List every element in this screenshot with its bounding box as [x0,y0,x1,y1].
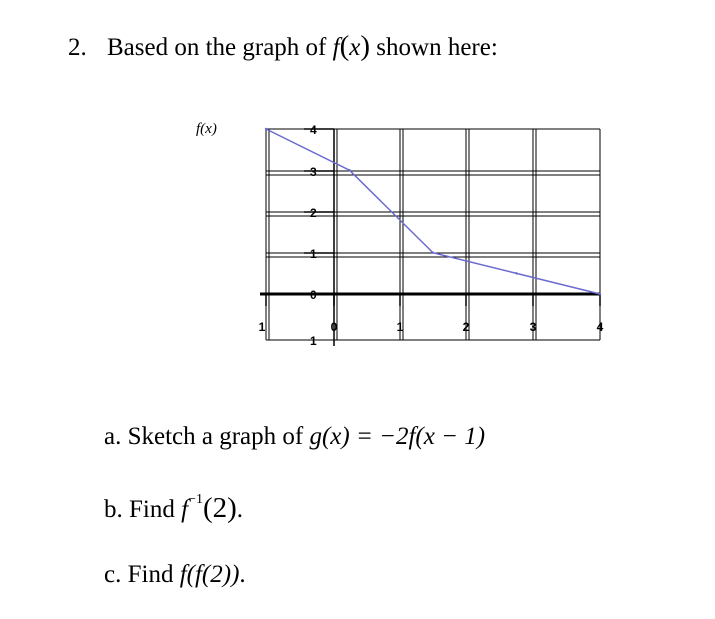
y-axis-label: f(x) [196,121,217,137]
question-func: f [332,34,340,61]
x-tick-label: 1 [258,320,266,334]
part-c-label: c. Find [104,561,174,588]
part-c [104,561,246,589]
part-b-arg: (2) [202,492,237,524]
data-point [265,128,267,130]
question-number: 2. [68,34,87,61]
data-point [515,272,517,274]
x-tick-label: 1 [396,320,404,334]
data-point [348,169,350,171]
y-tick-label: 4 [310,123,317,137]
x-tick-label: 3 [529,320,537,334]
part-b-inverse: −1 [188,492,203,507]
x-tick-label: 0 [330,320,338,334]
question-title: 2. Based on the graph of f(x) shown here: [68,30,498,62]
part-a-expr: g(x) = −2f(x − 1) [309,423,486,450]
part-c-end: . [239,561,246,588]
y-tick-label: 2 [310,206,317,220]
data-point [432,252,434,254]
part-b-end: . [236,496,244,523]
y-tick-label: 1 [310,247,317,261]
part-b-func: f [181,496,189,523]
question-text: Based on the graph of [107,34,327,61]
question-var: x [349,34,361,61]
part-b-label: b. Find [104,496,175,523]
y-tick-label: 3 [310,165,317,179]
y-tick-label: 1 [310,334,317,348]
y-tick-label: 0 [310,288,317,302]
part-c-expr: f(f(2)) [179,561,240,588]
data-point [599,293,601,295]
x-tick-label: 4 [596,320,604,334]
question-suffix: shown here: [376,34,498,61]
part-b [104,492,243,525]
x-tick-label: 2 [462,320,470,334]
part-a [104,423,485,451]
part-a-label: a. Sketch a graph of [104,423,304,450]
